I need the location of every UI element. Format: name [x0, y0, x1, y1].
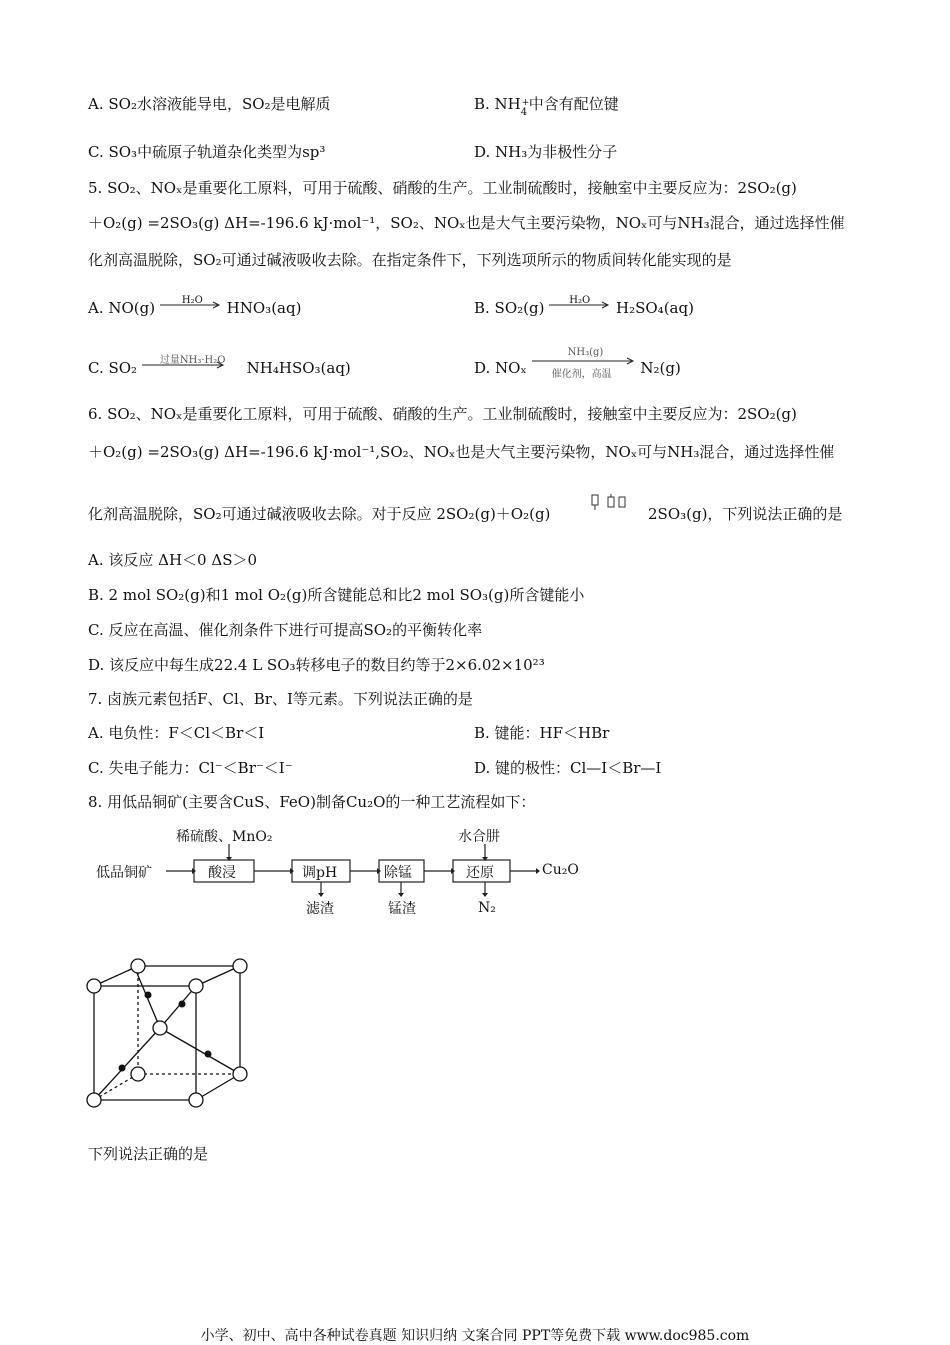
q6-option-b: B. 2 mol SO₂(g)和1 mol O₂(g)所含键能总和比2 mol SO₃(g)所含键能小 — [88, 586, 585, 604]
q4-b-sup: + — [521, 98, 530, 108]
q4-b-prefix: B. NH — [474, 95, 521, 113]
q6-stem-line3-left: 化剂高温脱除，SO₂可通过碱液吸收去除。对于反应 2SO₂(g)＋O₂(g) — [88, 505, 551, 523]
flow-reagent-hydrazine: 水合肼 — [458, 829, 500, 845]
q7-stem: 7. 卤族元素包括F、Cl、Br、I等元素。下列说法正确的是 — [88, 690, 473, 708]
reaction-arrow-icon — [549, 300, 611, 310]
q5-a-to: HNO₃(aq) — [226, 299, 302, 317]
q6-stem-line1: 6. SO₂、NOₓ是重要化工原料，可用于硫酸、硝酸的生产。工业制硫酸时，接触室中主要反应为：2SO₂(g) — [88, 405, 797, 423]
q6-option-d: D. 该反应中每生成22.4 L SO₃转移电子的数目约等于2×6.02×10²³ — [88, 656, 545, 674]
q6-stem-line3-right: 2SO₃(g)，下列说法正确的是 — [648, 505, 843, 523]
reaction-arrow-icon — [142, 360, 226, 370]
q6-stem-line2: ＋O₂(g) =2SO₃(g) ΔH=-196.6 kJ·mol⁻¹,SO₂、NOₓ也是大气主要污染物，NOₓ可与NH₃混合，通过选择性催 — [88, 443, 835, 461]
flow-step-reduce: 还原 — [466, 865, 494, 881]
q5-option-d — [474, 347, 681, 380]
flow-output-filter: 滤渣 — [306, 901, 334, 917]
q5-a-from: A. NO(g) — [88, 299, 156, 317]
q6-option-c: C. 反应在高温、催化剂条件下进行可提高SO₂的平衡转化率 — [88, 621, 483, 639]
q5-c-from: C. SO₂ — [88, 359, 138, 377]
q8-prompt: 下列说法正确的是 — [88, 1145, 209, 1163]
q4-option-b — [474, 94, 619, 118]
q7-option-b: B. 键能：HF＜HBr — [474, 724, 610, 742]
flow-product: Cu₂O — [542, 862, 579, 878]
q4-option-d: D. NH₃为非极性分子 — [474, 143, 618, 161]
flow-step-ph: 调pH — [302, 865, 338, 881]
page-footer: 小学、初中、高中各种试卷真题 知识归纳 文案合同 PPT等免费下载 www.doc985.com — [200, 1328, 750, 1344]
q5-b-to: H₂SO₄(aq) — [616, 299, 694, 317]
q6-option-a: A. 该反应 ΔH＜0 ΔS＞0 — [88, 551, 258, 569]
q5-b-from: B. SO₂(g) — [474, 299, 545, 317]
q8-stem: 8. 用低品铜矿(主要含CuS、FeO)制备Cu₂O的一种工艺流程如下： — [88, 793, 536, 811]
q5-a-condition: H₂O — [181, 295, 203, 306]
q5-d-condition-bottom: 催化剂，高温 — [551, 369, 612, 380]
flow-output-mn: 锰渣 — [388, 901, 416, 917]
flow-output-n2: N₂ — [478, 900, 496, 916]
q5-option-a — [88, 295, 302, 319]
q4-b-sub: 4 — [520, 107, 528, 118]
q5-d-to: N₂(g) — [640, 359, 681, 377]
q5-c-condition: 过量NH₃·H₂O — [159, 355, 226, 366]
q5-stem-line3: 化剂高温脱除，SO₂可通过碱液吸收去除。在指定条件下，下列选项所示的物质间转化能实现的是 — [88, 251, 732, 269]
q4-option-a: A. SO₂水溶液能导电，SO₂是电解质 — [88, 95, 331, 113]
q7-option-c: C. 失电子能力：Cl⁻＜Br⁻＜I⁻ — [88, 759, 293, 777]
crystal-unit-cell-diagram — [86, 958, 262, 1110]
flow-step-leach: 酸浸 — [208, 865, 236, 881]
q7-option-a: A. 电负性：F＜Cl＜Br＜I — [88, 724, 265, 742]
flow-input: 低品铜矿 — [96, 865, 152, 881]
q5-b-condition: H₂O — [569, 295, 591, 306]
q4-option-c: C. SO₃中硫原子轨道杂化类型为sp³ — [88, 143, 326, 161]
flow-lines — [96, 826, 596, 926]
q5-d-from: D. NOₓ — [474, 359, 527, 377]
flow-reagent-acid: 稀硫酸、MnO₂ — [176, 829, 273, 845]
process-flow-diagram — [96, 826, 596, 926]
q5-option-b — [474, 295, 694, 319]
reaction-arrow-icon — [160, 300, 222, 310]
q5-d-condition-top: NH₃(g) — [567, 347, 604, 358]
q5-stem-line1: 5. SO₂、NOₓ是重要化工原料，可用于硫酸、硝酸的生产。工业制硫酸时，接触室中主要反应为：2SO₂(g) — [88, 179, 797, 197]
q7-option-d: D. 键的极性：Cl—I＜Br—I — [474, 759, 662, 777]
q5-c-to: NH₄HSO₃(aq) — [246, 359, 351, 377]
q5-option-c — [88, 355, 351, 379]
flow-step-mn: 除锰 — [384, 865, 412, 881]
equilibrium-arrow-icon — [590, 493, 630, 515]
q4-b-suffix: 中含有配位键 — [528, 95, 619, 113]
q5-stem-line2: ＋O₂(g) =2SO₃(g) ΔH=-196.6 kJ·mol⁻¹，SO₂、NOₓ也是大气主要污染物，NOₓ可与NH₃混合，通过选择性催 — [88, 214, 845, 232]
